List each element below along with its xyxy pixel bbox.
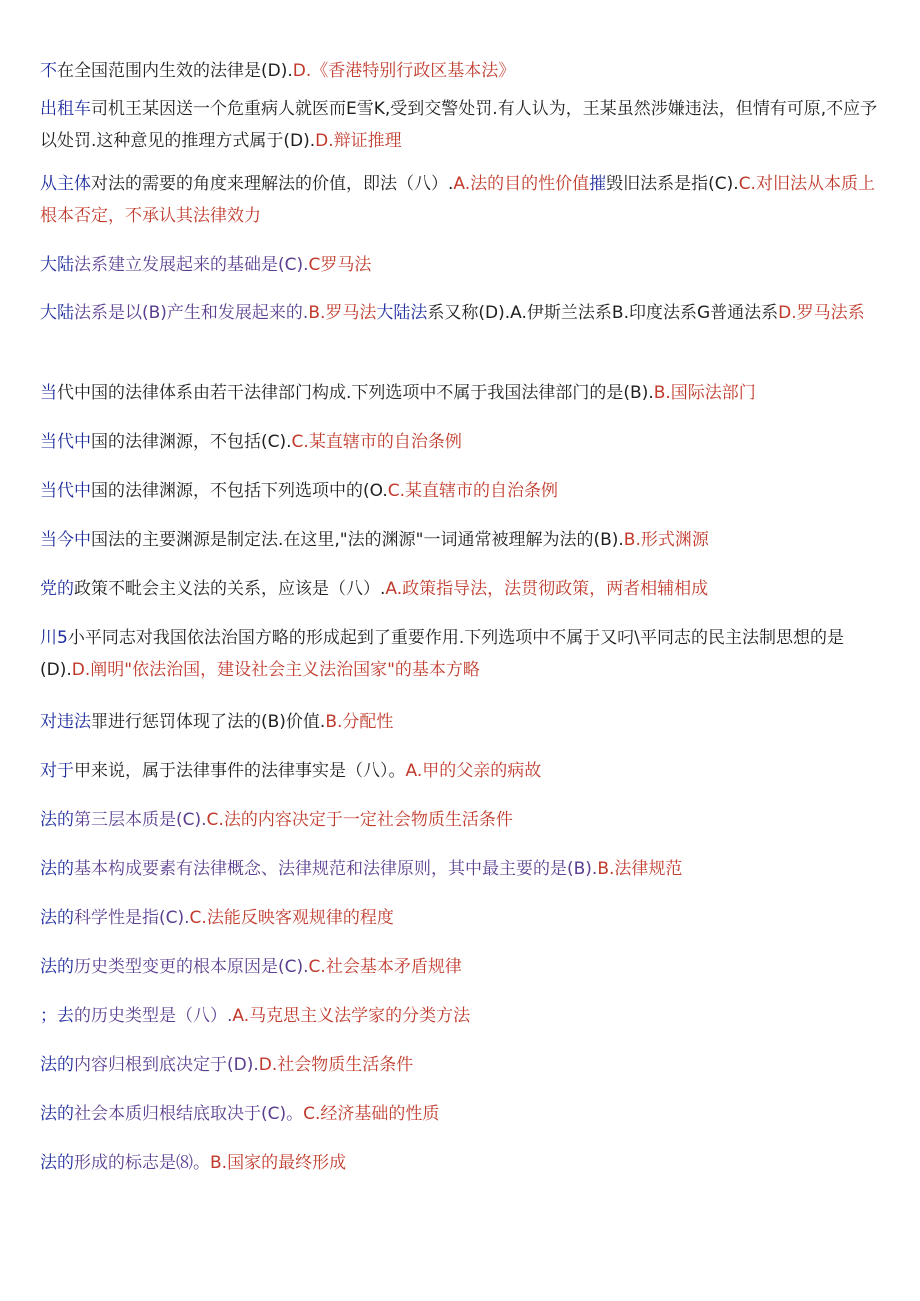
entry-question: 在全国范围内生效的法律是(D). [57,61,293,81]
entry-question-2: 系又称(D).A.伊斯兰法系B.印度法系G普通法系 [427,303,779,323]
entry-answer: B.国际法部门 [653,383,756,403]
entry-question: 第三层本质是(C). [74,810,207,830]
entry-head: 当代中 [40,481,91,501]
entry-question-continued: K,受到交警处罚.有人认为，王某虽然涉嫌违法，但情有可原,不应予以处罚.这种意见的推理方式属于(D). [40,99,878,151]
qa-entry-21 [40,1147,885,1179]
entry-answer: A.政策指导法，法贯彻政策，两者相辅相成 [385,579,709,599]
entry-answer: D.阐明"依法治国，建设社会主义法治国家"的基本方略 [71,660,480,680]
entry-head: 对违法 [40,712,91,732]
qa-entry-7 [40,426,885,458]
entry-answer: C.法的内容决定于一定社会物质生活条件 [206,810,513,830]
qa-entry-18 [40,1000,885,1032]
qa-entry-8 [40,475,885,507]
entry-question: 历史类型变更的根本原因是(C). [74,957,309,977]
entry-head: 出租车 [40,99,91,119]
entry-garbled-glyph: 雪 [356,99,374,119]
entry-head: ；去 [40,1006,74,1026]
entry-question: 对法的需要的角度来理解法的价值，即法（八）. [91,174,454,194]
entry-head: 法的 [40,810,74,830]
entry-answer: C.法能反映客观规律的程度 [189,908,394,928]
entry-question: 代中国的法律体系由若干法律部门构成.下列选项中不属于我国法律部门的是(B). [57,383,654,403]
entry-answer: C.经济基础的性质 [303,1104,440,1124]
entry-question: 罪进行惩罚体现了法的(B)价值. [91,712,326,732]
qa-entry-6 [40,377,885,409]
entry-answer: B.法律规范 [597,859,683,879]
qa-entry-19 [40,1049,885,1081]
qa-entry-12 [40,706,885,738]
entry-head: 不 [40,61,57,81]
entry-head: 大陆 [40,255,74,275]
entry-question: 法系建立发展起来的基础是(C). [74,255,309,275]
qa-entry-20 [40,1098,885,1130]
qa-entry-3 [40,168,885,232]
entry-head: 法的 [40,957,74,977]
entry-question: 国的法律渊源，不包括下列选项中的(O. [91,481,388,501]
entry-head: 法的 [40,908,74,928]
qa-entry-14 [40,804,885,836]
entry-head: 党的 [40,579,74,599]
entry-answer-2: C.对旧法从本质上根本否定，不承认其法律效力 [40,174,875,226]
qa-entry-10 [40,573,885,605]
qa-entry-13 [40,755,885,787]
entry-head: 对于 [40,761,74,781]
entry-answer: A.马克思主义法学家的分类方法 [232,1006,471,1026]
entry-question-2: 毁旧法系是指(C). [606,174,739,194]
entry-question: 基本构成要素有法律概念、法律规范和法律原则，其中最主要的是(B). [74,859,598,879]
qa-entry-9 [40,524,885,556]
entry-question: 国的法律渊源，不包括(C). [91,432,292,452]
entry-question: 科学性是指(C). [74,908,190,928]
entry-head-2: 摧 [589,174,607,194]
entry-answer: C.某直辖市的自治条例 [387,481,559,501]
entry-answer: D.社会物质生活条件 [258,1055,414,1075]
entry-question: 的历史类型是（八）. [74,1006,233,1026]
entry-answer: C.社会基本矛盾规律 [308,957,462,977]
entry-head: 大陆 [40,303,74,323]
entry-answer: D.《香港特别行政区基本法》 [292,61,516,81]
entry-answer: C.某直辖市的自治条例 [291,432,462,452]
entry-head: 法的 [40,1104,74,1124]
entry-question: 政策不毗会主义法的关系，应该是（八）. [74,579,386,599]
entry-head: 法的 [40,1055,74,1075]
qa-entry-11 [40,622,885,686]
entry-question: 小平同志对我国依法治国方略的形成起到了重要作用.下列选项中不属于又叼\平同志的民主法制思想的是(D). [40,628,844,680]
entry-head: 当代中 [40,432,91,452]
entry-answer: A.甲的父亲的病故 [405,761,542,781]
qa-entry-16 [40,902,885,934]
entry-head: 法的 [40,1153,74,1173]
entry-answer: B.分配性 [325,712,394,732]
entry-answer-2: D.罗马法系 [778,303,865,323]
entry-question: 法系是以(B)产生和发展起来的. [74,303,309,323]
entry-question: 甲来说，属于法律事件的法律事实是（八）。 [74,761,406,781]
entry-answer: A.法的目的性价值 [453,174,590,194]
qa-entry-2 [40,93,885,157]
entry-head: 法的 [40,859,74,879]
entry-head: 当 [40,383,57,403]
qa-entry-17 [40,951,885,983]
entry-question: 社会本质归根结底取决于(C)。 [74,1104,304,1124]
entry-head: 川5 [40,628,68,648]
entry-head: 当今中 [40,530,91,550]
qa-entry-1 [40,55,885,87]
entry-answer: C罗马法 [308,255,372,275]
entry-answer: B.形式渊源 [623,530,709,550]
entry-answer: B.国家的最终形成 [210,1153,347,1173]
qa-entry-5 [40,297,885,329]
entry-question: 形成的标志是⑻。 [74,1153,210,1173]
entry-answer: D.辩证推理 [315,131,402,151]
entry-answer: B.罗马法 [308,303,377,323]
entry-head: 从主体 [40,174,91,194]
entry-question: 内容归根到底决定于(D). [74,1055,259,1075]
entry-question: 国法的主要渊源是制定法.在这里,"法的渊源"一词通常被理解为法的(B). [91,530,624,550]
qa-entry-15 [40,853,885,885]
qa-entry-4 [40,249,885,281]
entry-question: 司机王某因送一个危重病人就医而E [91,99,357,119]
entry-head-2: 大陆法 [376,303,428,323]
